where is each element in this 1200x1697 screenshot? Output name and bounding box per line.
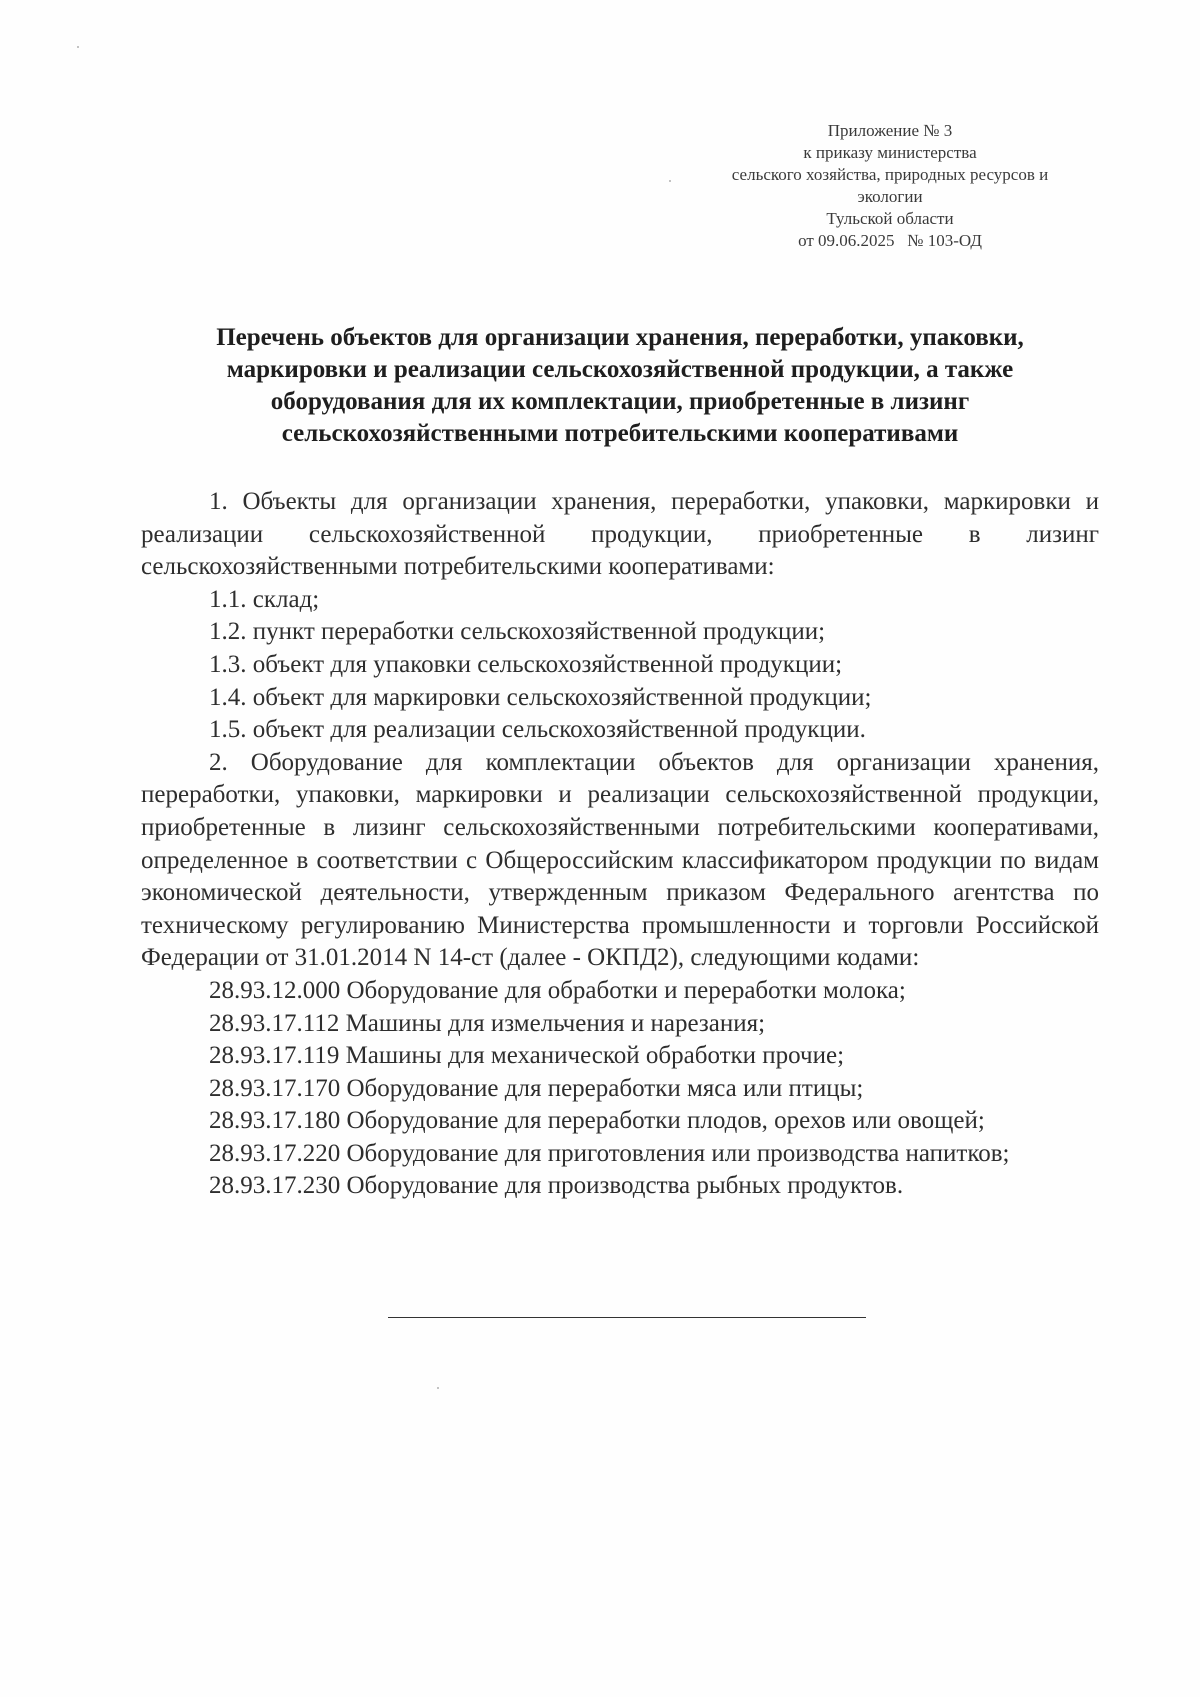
okpd2-code-line: 28.93.17.112 Машины для измельчения и нарезания; bbox=[209, 1009, 766, 1037]
okpd2-code-line: 28.93.17.119 Машины для механической обработки прочие; bbox=[209, 1042, 845, 1070]
okpd2-code-line: 28.93.17.180 Оборудование для переработки плодов, орехов или овощей; bbox=[209, 1107, 985, 1135]
title-line: Перечень объектов для организации хранения, переработки, упаковки, bbox=[216, 324, 1024, 351]
document-title bbox=[130, 322, 1110, 450]
appendix-line: экологии bbox=[857, 187, 923, 206]
okpd2-code-line: 28.93.12.000 Оборудование для обработки и переработки молока; bbox=[209, 976, 906, 1004]
title-line: маркировки и реализации сельскохозяйственной продукции, а также bbox=[226, 356, 1014, 383]
okpd2-code-line: 28.93.17.220 Оборудование для приготовления или производства напитков; bbox=[209, 1139, 1010, 1167]
section1-item: 1.4. объект для маркировки сельскохозяйственной продукции; bbox=[209, 683, 872, 711]
document-body bbox=[141, 486, 1099, 1203]
section1-item: 1.1. склад; bbox=[209, 585, 320, 613]
appendix-line: от 09.06.2025 № 103-ОД bbox=[798, 231, 982, 250]
section2-intro: 2. Оборудование для комплектации объектов для организации хранения, переработки, упаковки, маркировки и реализации сельскохозяйственной продукции, приобретенные в лизинг сельскохозяйственными потребительскими кооперативами, определенное в соответствии с Общероссийским классификатором продукции по видам экономической деятельности, утвержденным приказом Федерального агентства по техническому регулированию Министерства промышленности и торговли Российской Федерации от 31.01.2014 N 14-ст (далее - ОКПД2), следующими кодами: bbox=[141, 748, 1099, 972]
okpd2-code-line: 28.93.17.170 Оборудование для переработки мяса или птицы; bbox=[209, 1074, 864, 1102]
scan-speck bbox=[437, 1387, 439, 1389]
appendix-header bbox=[690, 120, 1090, 252]
title-line: оборудования для их комплектации, приобретенные в лизинг bbox=[270, 388, 970, 415]
scan-speck bbox=[669, 180, 671, 182]
section1-item: 1.2. пункт переработки сельскохозяйственной продукции; bbox=[209, 618, 826, 646]
appendix-line: Приложение № 3 bbox=[827, 121, 953, 140]
end-separator-line bbox=[388, 1317, 866, 1318]
appendix-line: Тульской области bbox=[826, 209, 954, 228]
section1-intro: 1. Объекты для организации хранения, переработки, упаковки, маркировки и реализации сельскохозяйственной продукции, приобретенные в лизинг сельскохозяйственными потребительскими кооперативами: bbox=[141, 488, 1099, 581]
section1-item: 1.3. объект для упаковки сельскохозяйственной продукции; bbox=[209, 650, 843, 678]
section1-item: 1.5. объект для реализации сельскохозяйственной продукции. bbox=[209, 716, 866, 744]
title-line: сельскохозяйственными потребительскими кооперативами bbox=[281, 420, 959, 447]
appendix-line: сельского хозяйства, природных ресурсов и bbox=[731, 165, 1049, 184]
appendix-line: к приказу министерства bbox=[803, 143, 977, 162]
scan-speck bbox=[77, 46, 79, 48]
okpd2-code-line: 28.93.17.230 Оборудование для производства рыбных продуктов. bbox=[209, 1172, 904, 1200]
